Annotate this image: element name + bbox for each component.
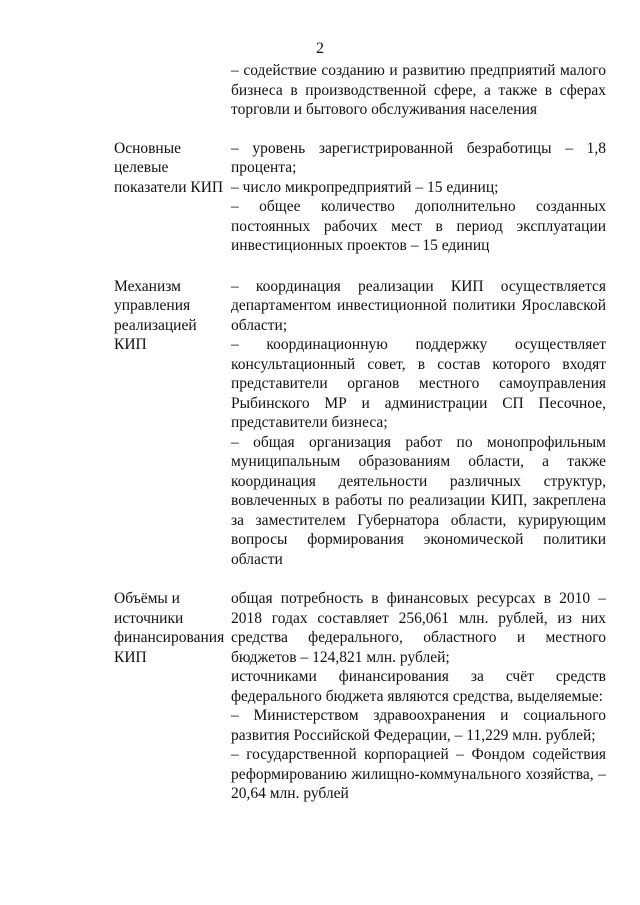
section-content — [231, 139, 606, 256]
section-paragraph: – Министерством здравоохранения и социального развития Российской Федерации, – 11,229 млн. рублей; — [231, 707, 606, 744]
section-label: Механизм управления реализацией КИП — [114, 277, 197, 353]
section-row-funding — [114, 589, 606, 804]
section-label: Объёмы и источники финансирования КИП — [114, 590, 225, 666]
section-paragraph: общая потребность в финансовых ресурсах в 2010 – 2018 годах составляет 256,061 млн. рублей, из них средства федерального, областного и местного бюджетов – 124,821 млн. рублей; — [231, 590, 606, 666]
section-paragraph: – содействие созданию и развитию предприятий малого бизнеса в производственной сфере, а также в сферах торговли и бытового обслуживания населения — [231, 62, 606, 118]
section-label: Основные целевые показатели КИП — [114, 139, 224, 196]
section-paragraph: – уровень зарегистрированной безработицы – 1,8 процента; — [231, 139, 606, 176]
section-paragraph: – общее количество дополнительно созданных постоянных рабочих мест в период эксплуатации инвестиционных проектов – 15 единиц — [231, 198, 606, 254]
section-paragraph: – государственной корпорацией – Фондом содействия реформированию жилищно-коммунального хозяйства, – 20,64 млн. рублей — [231, 746, 606, 802]
section-content — [231, 61, 606, 120]
passport-table — [114, 61, 606, 804]
section-paragraph: источниками финансирования за счёт средств федерального бюджета являются средства, выделяемые: — [231, 668, 606, 705]
section-paragraph: – координационную поддержку осуществляет консультационный совет, в состав которого входят представители органов местного самоуправления Рыбинского МР и администрации СП Песочное, представители бизнеса; — [231, 336, 606, 431]
page-number: 2 — [316, 40, 324, 57]
section-paragraph: – координация реализации КИП осуществляется департаментом инвестиционной политики Ярославской области; — [231, 277, 606, 334]
section-paragraph: – число микропредприятий – 15 единиц; — [231, 178, 499, 196]
section-content — [231, 589, 606, 804]
section-content — [231, 277, 606, 570]
section-row-target-indicators — [114, 139, 606, 256]
section-row-management — [114, 277, 606, 570]
section-paragraph: – общая организация работ по монопрофильным муниципальным образованиям области, а также координация деятельности различных структур, вовлеченных в работы по реализации КИП, закреплена за заместителем Губернатора области, курирующим вопросы формирования экономической политики области — [231, 433, 606, 568]
section-row-continuation — [114, 61, 606, 120]
